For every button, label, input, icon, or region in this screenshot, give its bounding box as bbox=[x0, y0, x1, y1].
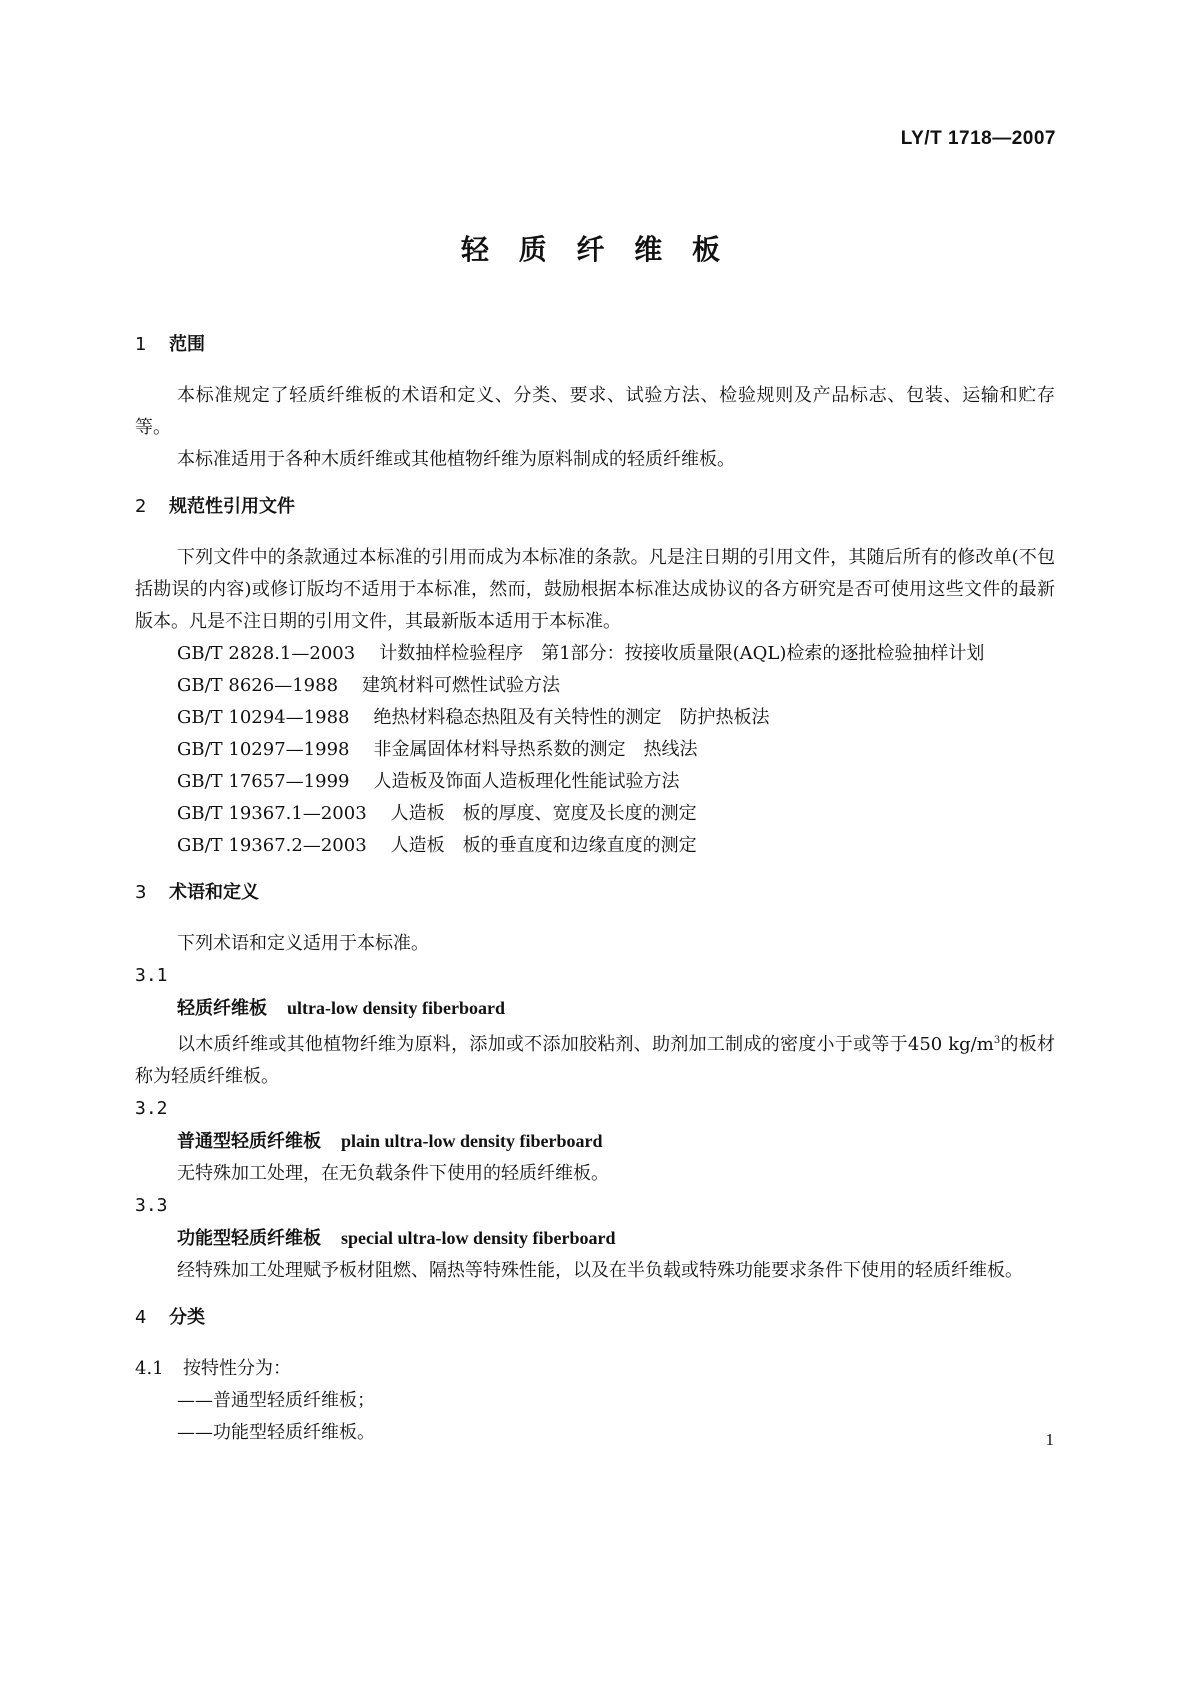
term-en: plain ultra-low density fiberboard bbox=[341, 1131, 603, 1151]
section-3-heading bbox=[135, 880, 1055, 906]
section-number: 4 bbox=[135, 1307, 147, 1328]
section-4-heading bbox=[135, 1305, 1055, 1331]
reference-title: 非金属固体材料导热系数的测定 热线法 bbox=[373, 739, 698, 760]
term-heading bbox=[135, 1222, 1055, 1255]
reference-code: GB/T 19367.2—2003 bbox=[177, 835, 367, 856]
section-title: 术语和定义 bbox=[169, 882, 259, 903]
reference-title: 人造板 板的垂直度和边缘直度的测定 bbox=[390, 835, 697, 856]
reference-item bbox=[135, 734, 1055, 766]
list-item: ——功能型轻质纤维板。 bbox=[177, 1422, 375, 1443]
term-number: 3.1 bbox=[135, 965, 168, 986]
section-number: 2 bbox=[135, 496, 147, 517]
paragraph: 本标准规定了轻质纤维板的术语和定义、分类、要求、试验方法、检验规则及产品标志、包装、运输和贮存等。 bbox=[135, 385, 1055, 438]
section-title: 规范性引用文件 bbox=[169, 496, 295, 517]
standard-code: LY/T 1718—2007 bbox=[900, 128, 1056, 149]
subsection-number: 4.1 bbox=[135, 1358, 164, 1379]
term-en: ultra-low density fiberboard bbox=[287, 998, 505, 1018]
reference-code: GB/T 10294—1988 bbox=[177, 707, 350, 728]
reference-title: 建筑材料可燃性试验方法 bbox=[362, 675, 561, 696]
term-number: 3.3 bbox=[135, 1195, 168, 1216]
reference-item bbox=[135, 798, 1055, 830]
reference-title: 人造板 板的厚度、宽度及长度的测定 bbox=[390, 803, 697, 824]
term-heading bbox=[135, 1125, 1055, 1158]
reference-code: GB/T 10297—1998 bbox=[177, 739, 350, 760]
document-title: 轻 质 纤 维 板 bbox=[461, 233, 730, 266]
section-2-heading bbox=[135, 494, 1055, 520]
term-zh: 轻质纤维板 bbox=[177, 998, 267, 1019]
section-title: 范围 bbox=[169, 334, 205, 355]
reference-code: GB/T 19367.1—2003 bbox=[177, 803, 367, 824]
paragraph: 下列术语和定义适用于本标准。 bbox=[177, 933, 429, 954]
reference-title: 人造板及饰面人造板理化性能试验方法 bbox=[373, 771, 680, 792]
section-1-heading bbox=[135, 332, 1055, 358]
term-definition: 无特殊加工处理，在无负载条件下使用的轻质纤维板。 bbox=[177, 1163, 609, 1184]
subsection-4-1 bbox=[135, 1353, 1055, 1385]
section-number: 1 bbox=[135, 334, 147, 355]
reference-item bbox=[135, 638, 1055, 670]
list-item: ——普通型轻质纤维板； bbox=[177, 1390, 375, 1411]
reference-item bbox=[135, 702, 1055, 734]
reference-code: GB/T 2828.1—2003 bbox=[177, 643, 356, 664]
term-number: 3.2 bbox=[135, 1098, 168, 1119]
term-zh: 功能型轻质纤维板 bbox=[177, 1228, 321, 1249]
document-body bbox=[135, 332, 1055, 1449]
reference-item bbox=[135, 670, 1055, 702]
term-definition: 以木质纤维或其他植物纤维为原料，添加或不添加胶粘剂、助剂加工制成的密度小于或等于450 $kg/m^3$的板材称为轻质纤维板。 bbox=[135, 1034, 1056, 1087]
reference-code: GB/T 17657—1999 bbox=[177, 771, 350, 792]
paragraph: 本标准适用于各种木质纤维或其他植物纤维为原料制成的轻质纤维板。 bbox=[177, 449, 735, 470]
term-en: special ultra-low density fiberboard bbox=[341, 1228, 616, 1248]
reference-item bbox=[135, 766, 1055, 798]
reference-title: 绝热材料稳态热阻及有关特性的测定 防护热板法 bbox=[373, 707, 770, 728]
page-number: 1 bbox=[1045, 1430, 1054, 1449]
section-number: 3 bbox=[135, 882, 147, 903]
reference-item bbox=[135, 830, 1055, 862]
term-zh: 普通型轻质纤维板 bbox=[177, 1131, 321, 1152]
subsection-text: 按特性分为： bbox=[183, 1358, 291, 1379]
term-definition: 经特殊加工处理赋予板材阻燃、隔热等特殊性能，以及在半负载或特殊功能要求条件下使用的轻质纤维板。 bbox=[177, 1260, 1023, 1281]
term-heading bbox=[135, 992, 1055, 1025]
reference-title: 计数抽样检验程序 第1部分：按接收质量限(AQL)检索的逐批检验抽样计划 bbox=[379, 643, 985, 664]
section-title: 分类 bbox=[169, 1307, 205, 1328]
paragraph: 下列文件中的条款通过本标准的引用而成为本标准的条款。凡是注日期的引用文件，其随后所有的修改单(不包括勘误的内容)或修订版均不适用于本标准，然而，鼓励根据本标准达成协议的各方研究是否可使用这些文件的最新版本。凡是不注日期的引用文件，其最新版本适用于本标准。 bbox=[135, 547, 1055, 632]
reference-code: GB/T 8626—1988 bbox=[177, 675, 339, 696]
